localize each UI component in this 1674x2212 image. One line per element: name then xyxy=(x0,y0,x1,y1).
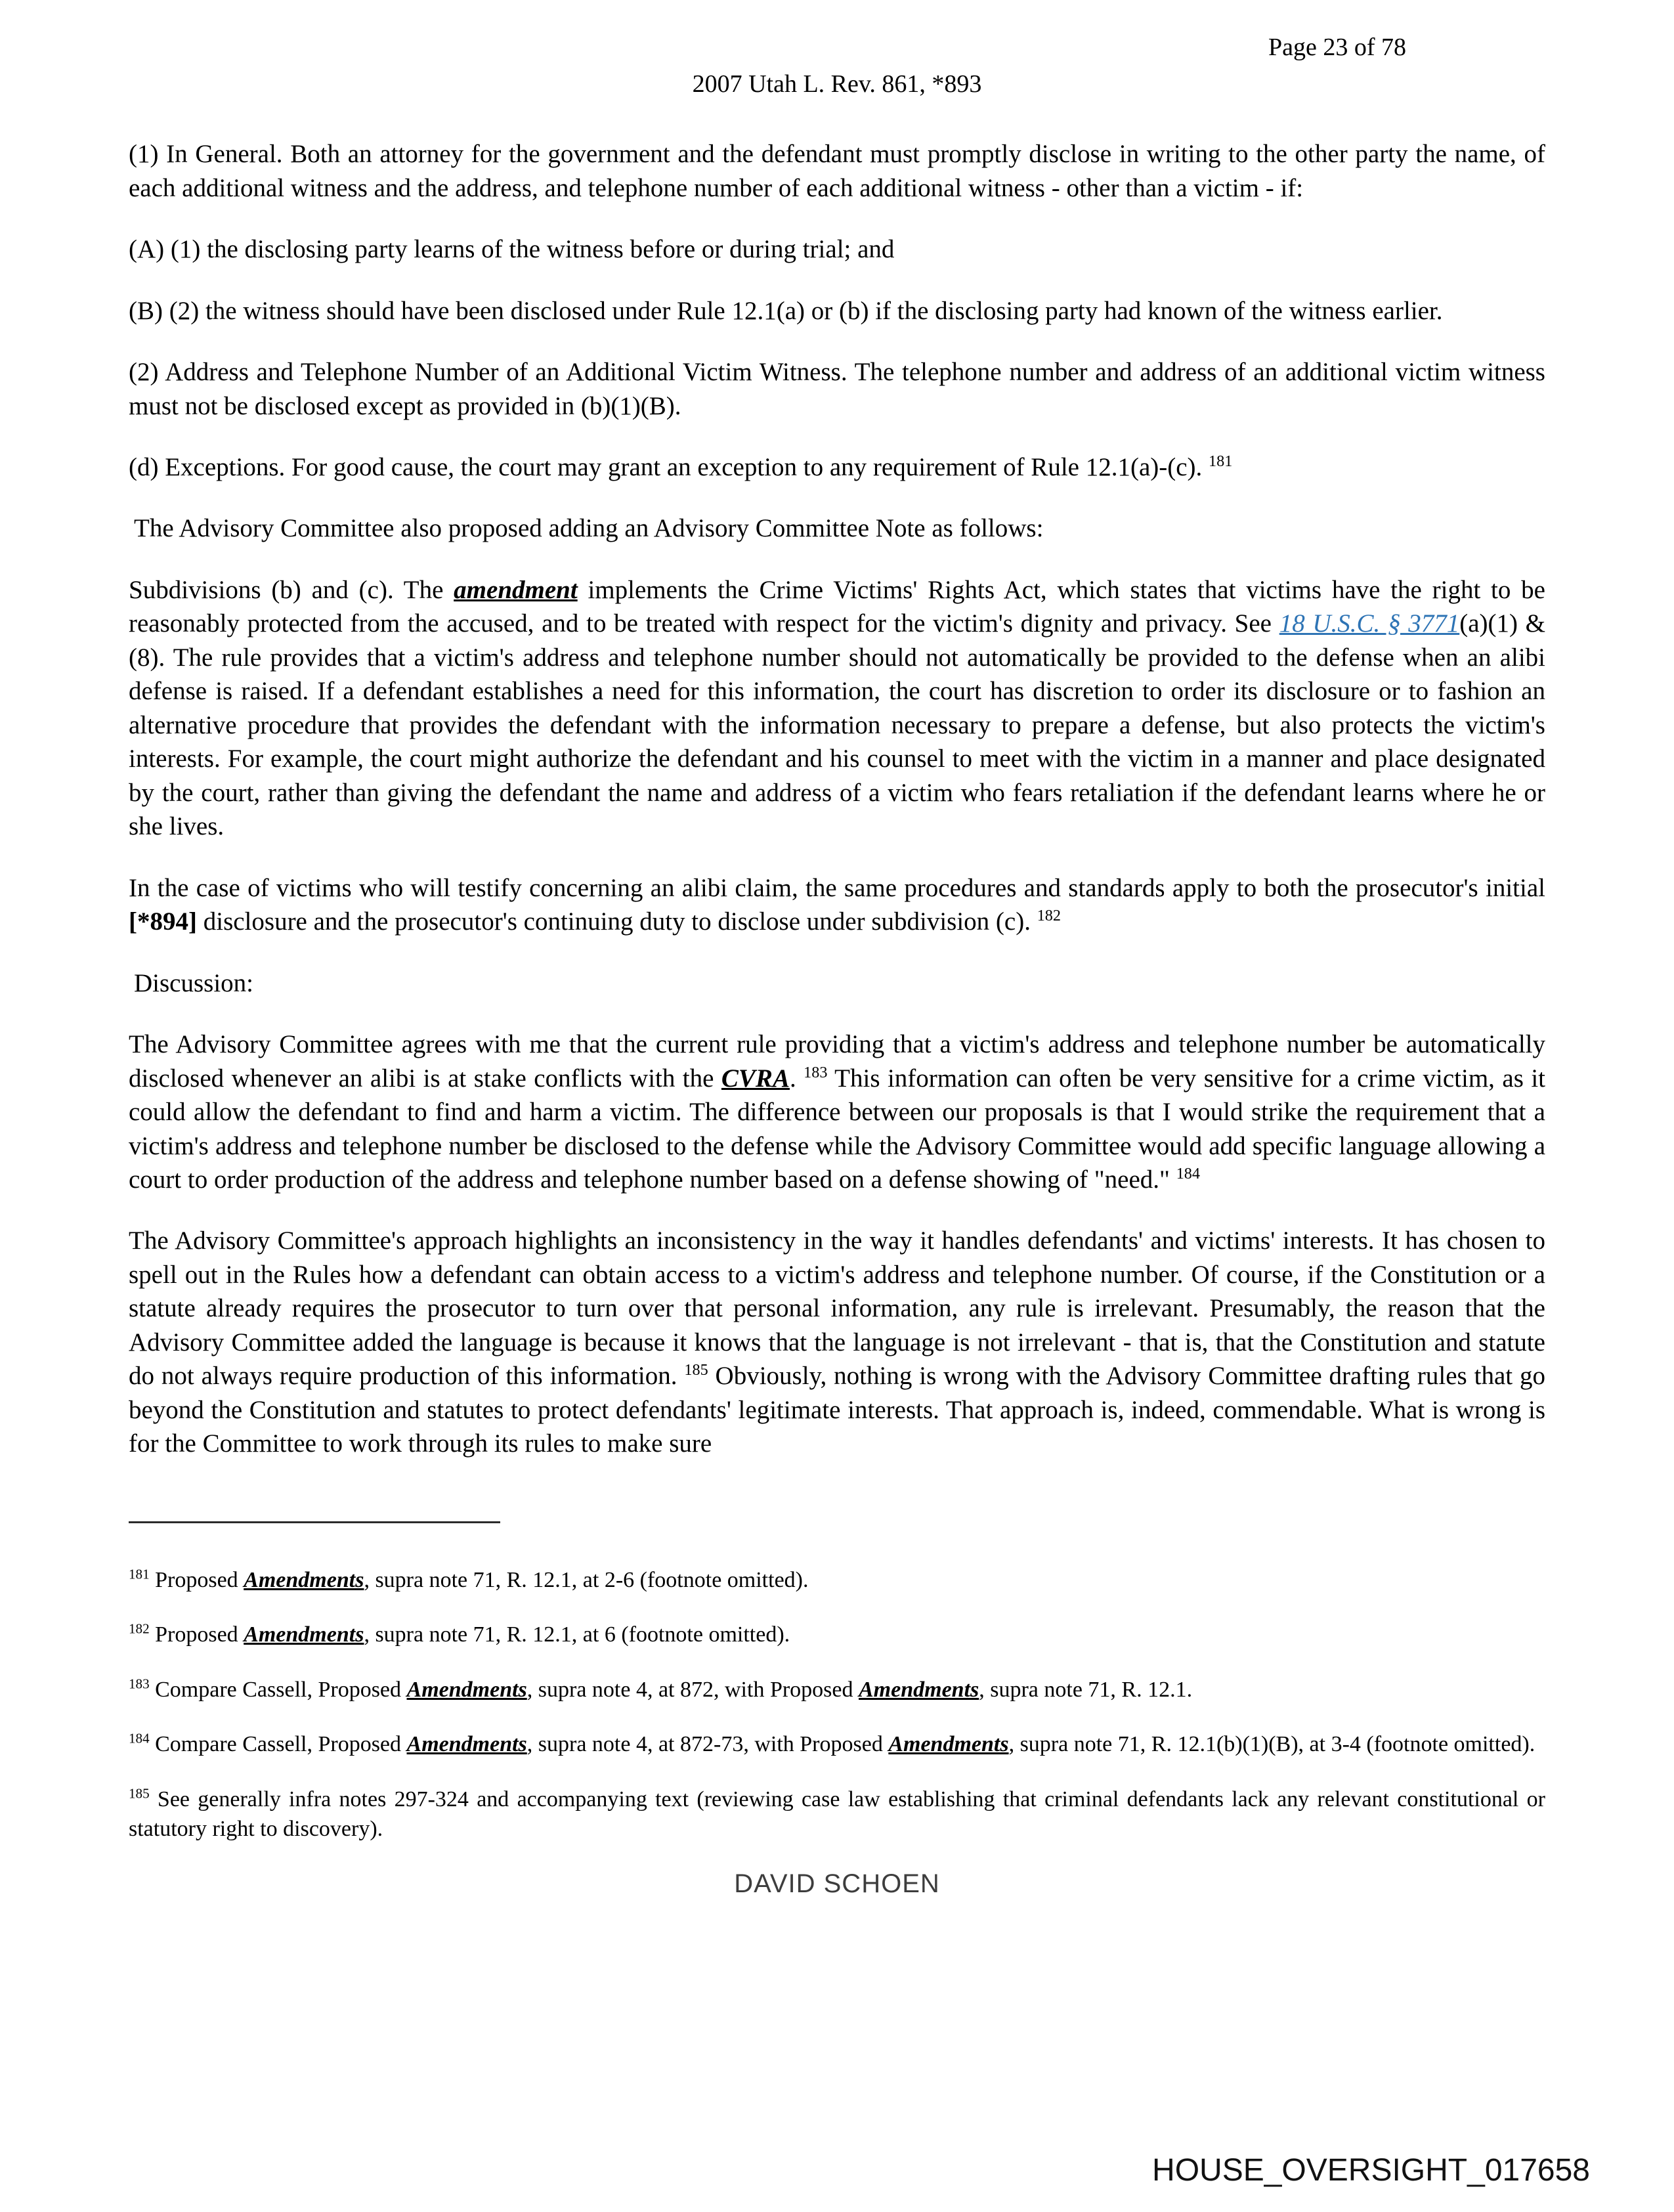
text-segment: Amendments xyxy=(888,1732,1009,1757)
text-segment: (2) Address and Telephone Number of an Additional Victim Witness. The telephone number and address of an additional victim witness must not be disclosed except as provided in (b)(1)(B). xyxy=(129,358,1545,420)
paragraph xyxy=(129,294,1545,328)
text-segment: , supra note 71, R. 12.1. xyxy=(979,1677,1193,1702)
paragraph xyxy=(129,450,1545,484)
text-segment: , supra note 4, at 872-73, with Proposed xyxy=(526,1732,889,1757)
paragraph xyxy=(129,511,1545,545)
text-segment: (B) (2) the witness should have been disclosed under Rule 12.1(a) or (b) if the disclosing party had known of the witness earlier. xyxy=(129,296,1443,325)
footnote xyxy=(129,1565,1545,1595)
footnote xyxy=(129,1675,1545,1705)
footnote-ref: 184 xyxy=(129,1731,150,1747)
text-segment: Compare Cassell, Proposed xyxy=(149,1732,407,1757)
text-segment: , supra note 71, R. 12.1, at 2-6 (footnote omitted). xyxy=(364,1567,809,1592)
footnote xyxy=(129,1620,1545,1650)
text-segment: Amendments xyxy=(406,1732,527,1757)
text-segment: Amendments xyxy=(859,1677,979,1702)
text-segment: (d) Exceptions. For good cause, the court may grant an exception to any requirement of Rule 12.1(a)-(c). xyxy=(129,453,1209,481)
text-segment: The Advisory Committee's approach highlights an inconsistency in the way it handles defendants' and victims' interests. It has chosen to spell out in the Rules how a defendant can obtain access to a victim's address and telephone number. Of course, if the Constitution or a statute already requires the prosecutor to turn over that personal information, any rule is irrelevant. Presumably, the reason that the Advisory Committee added the language is because it knows that the language is not irrelevant - that is, that the Constitution and statute do not always require production of this information. xyxy=(129,1226,1545,1391)
paragraph xyxy=(129,137,1545,205)
document-body xyxy=(129,137,1545,1461)
footnote-ref: 184 xyxy=(1176,1164,1200,1182)
paragraph xyxy=(129,355,1545,423)
footnotes-section xyxy=(129,1521,1545,1844)
text-segment: (a)(1) & (8). The rule provides that a victim's address and telephone number should not automatically be provided to the defense when an alibi defense is raised. If a defendant establishes a need for this information, the court has discretion to order its disclosure or to fashion an alternative procedure that provides the defendant with the information necessary to prepare a defense, but also protects the victim's interests. For example, the court might authorize the defendant and his counsel to meet with the victim in a manner and place designated by the court, rather than giving the defendant the name and address of a victim who fears retaliation if the defendant learns where he or she lives. xyxy=(129,609,1545,841)
citation-link[interactable]: 18 U.S.C. § 3771 xyxy=(1279,609,1460,638)
footnote-separator xyxy=(129,1521,500,1523)
footnote-ref: 183 xyxy=(804,1063,828,1081)
footnote-ref: 185 xyxy=(684,1361,708,1379)
paragraph xyxy=(129,232,1545,266)
text-segment: Amendments xyxy=(244,1622,364,1647)
text-segment: , supra note 71, R. 12.1, at 6 (footnote omitted). xyxy=(364,1622,790,1647)
bates-number: HOUSE_OVERSIGHT_017658 xyxy=(1152,2153,1590,2188)
text-segment: , supra note 4, at 872, with Proposed xyxy=(526,1677,859,1702)
text-segment: This information can often be very sensitive for a crime victim, as it could allow the defendant to find and harm a victim. The difference between our proposals is that I would strike the requirement that a victim's address and telephone number be disclosed to the defense while the Advisory Committee would add specific language allowing a court to order production of the address and telephone number based on a defense showing of "need." xyxy=(129,1064,1545,1194)
footnote-ref: 185 xyxy=(129,1785,150,1802)
text-segment: Discussion: xyxy=(134,968,254,997)
paragraph xyxy=(129,1224,1545,1460)
paragraph xyxy=(129,1028,1545,1196)
page-number-label: Page 23 of 78 xyxy=(1268,33,1406,61)
text-segment: , supra note 71, R. 12.1(b)(1)(B), at 3-4 (footnote omitted). xyxy=(1008,1732,1535,1757)
text-segment: CVRA xyxy=(721,1064,790,1093)
text-segment: Obviously, nothing is wrong with the Advisory Committee drafting rules that go beyond the Constitution and statutes to protect defendants' legitimate interests. That approach is, indeed, commendable. What is wrong is for the Committee to work through its rules to make sure xyxy=(129,1362,1545,1458)
footnote xyxy=(129,1785,1545,1844)
text-segment: . xyxy=(789,1064,804,1093)
text-segment: disclosure and the prosecutor's continuing duty to disclose under subdivision (c). xyxy=(196,907,1037,936)
text-segment: (A) (1) the disclosing party learns of the witness before or during trial; and xyxy=(129,235,895,264)
paragraph xyxy=(129,573,1545,844)
text-segment: The Advisory Committee agrees with me that the current rule providing that a victim's address and telephone number be automatically disclosed whenever an alibi is at stake conflicts with the xyxy=(129,1030,1545,1093)
text-segment: implements the Crime Victims' Rights Act, which states that victims have the right to be reasonably protected from the accused, and to be treated with respect for the victim's dignity and privacy. See xyxy=(129,575,1545,638)
footnote-ref: 182 xyxy=(1037,907,1061,925)
text-segment: Proposed xyxy=(149,1622,244,1647)
footnote-ref: 181 xyxy=(129,1566,150,1582)
text-segment: [*894] xyxy=(129,907,197,936)
footnote-ref: 183 xyxy=(129,1676,150,1692)
text-segment: Subdivisions (b) and (c). The xyxy=(129,575,454,604)
footnote xyxy=(129,1729,1545,1760)
author-stamp: DAVID SCHOEN xyxy=(734,1869,940,1898)
text-segment: See generally infra notes 297-324 and accompanying text (reviewing case law establishing that criminal defendants lack any relevant constitutional or statutory right to discovery). xyxy=(129,1787,1545,1842)
paragraph xyxy=(129,966,1545,1000)
footnote-ref: 182 xyxy=(129,1620,150,1637)
text-segment: Proposed xyxy=(149,1567,244,1592)
text-segment: Amendments xyxy=(244,1567,364,1592)
text-segment: The Advisory Committee also proposed adding an Advisory Committee Note as follows: xyxy=(134,514,1044,543)
text-segment: Amendments xyxy=(406,1677,527,1702)
text-segment: amendment xyxy=(454,575,578,604)
citation-header: 2007 Utah L. Rev. 861, *893 xyxy=(692,70,982,98)
footnote-ref: 181 xyxy=(1209,452,1233,470)
paragraph xyxy=(129,871,1545,939)
text-segment: In the case of victims who will testify concerning an alibi claim, the same procedures and standards apply to both the prosecutor's initial xyxy=(129,873,1545,902)
text-segment: (1) In General. Both an attorney for the government and the defendant must promptly disclose in writing to the other party the name, of each additional witness and the address, and telephone number of each additional witness - other than a victim - if: xyxy=(129,140,1545,202)
text-segment: Compare Cassell, Proposed xyxy=(149,1677,407,1702)
